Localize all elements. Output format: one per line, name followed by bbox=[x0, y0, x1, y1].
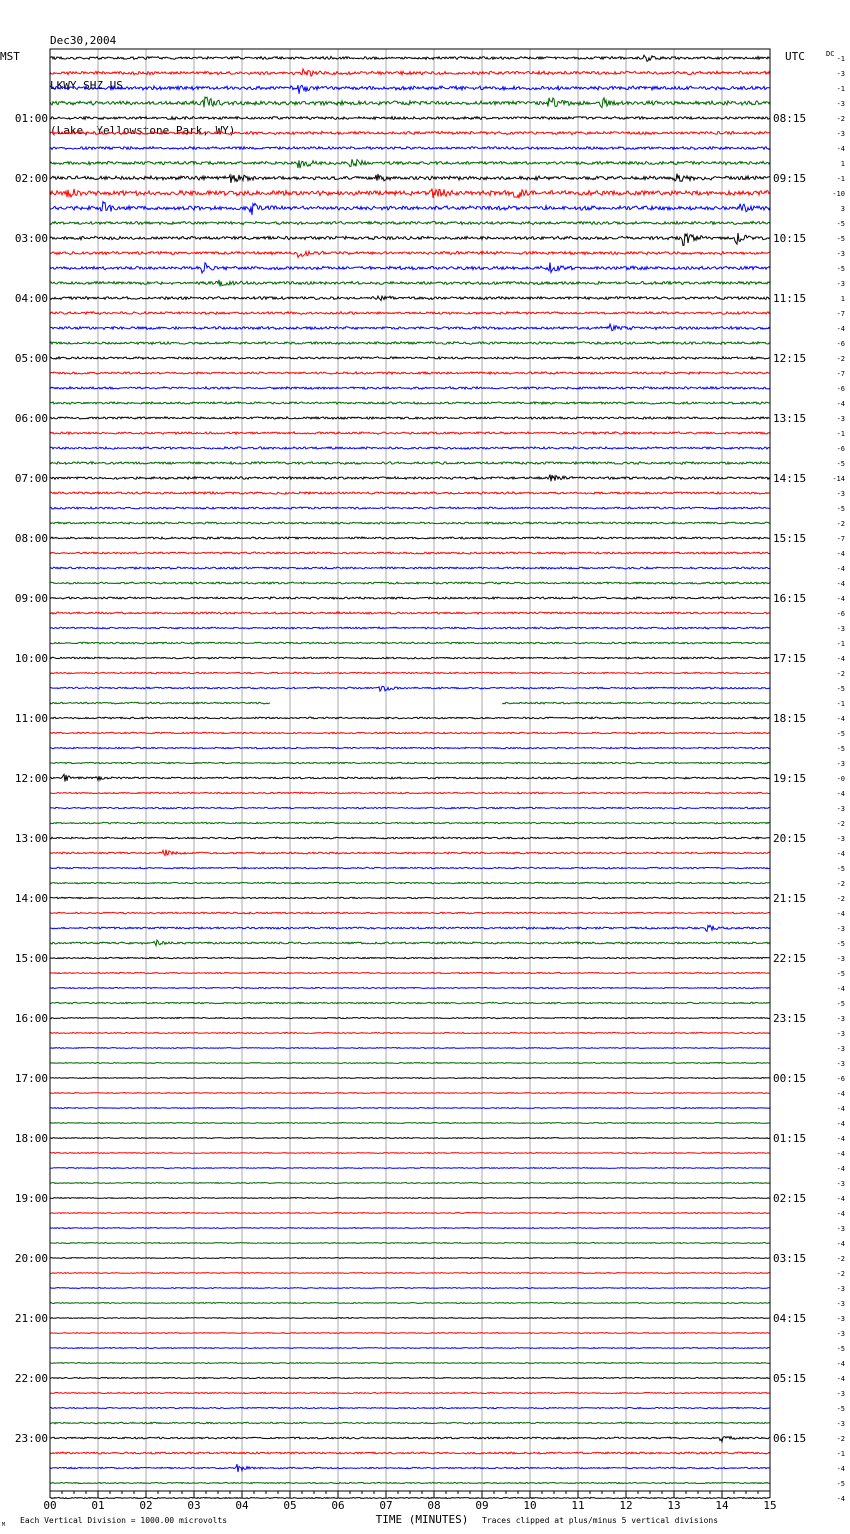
x-tick-label: 06 bbox=[331, 1499, 345, 1512]
dc-offset-value: -4 bbox=[836, 145, 845, 153]
dc-offset-value: -5 bbox=[836, 220, 845, 228]
left-hour-label: 18:00 bbox=[14, 1132, 48, 1145]
seismogram-trace bbox=[50, 1168, 770, 1169]
dc-offset-value: -2 bbox=[836, 820, 845, 828]
seismogram-traces bbox=[50, 55, 770, 1499]
left-hour-label: 09:00 bbox=[14, 592, 48, 605]
seismogram-trace bbox=[50, 1183, 770, 1184]
dc-offset-value: -3 bbox=[836, 130, 845, 138]
seismogram-trace bbox=[50, 597, 770, 599]
dc-offset-value: -1 bbox=[836, 1450, 845, 1458]
dc-offset-value: -3 bbox=[836, 835, 845, 843]
right-hour-label: 00:15 bbox=[773, 1072, 807, 1085]
dc-offset-value: -4 bbox=[836, 790, 845, 798]
dc-offset-value: -5 bbox=[836, 970, 845, 978]
dc-offset-value: -4 bbox=[836, 1240, 845, 1248]
dc-offset-value: -4 bbox=[836, 655, 845, 663]
clipping-note: Traces clipped at plus/minus 5 vertical divisions bbox=[482, 1516, 719, 1525]
seismogram-trace bbox=[50, 1437, 770, 1442]
seismogram-trace bbox=[50, 312, 770, 315]
dc-offset-value: -3 bbox=[836, 955, 845, 963]
seismogram-trace bbox=[50, 85, 770, 94]
station-location: (Lake, Yellowstone Park, WY) bbox=[50, 124, 236, 137]
x-tick-label: 01 bbox=[91, 1499, 105, 1512]
dc-offset-value: -4 bbox=[836, 1495, 845, 1503]
dc-offset-value: -5 bbox=[836, 865, 845, 873]
left-hour-label: 11:00 bbox=[14, 712, 48, 725]
right-hour-label: 16:15 bbox=[773, 592, 807, 605]
right-hour-label: 18:15 bbox=[773, 712, 807, 725]
station-code: LKWY SHZ US bbox=[50, 79, 123, 92]
x-tick-label: 12 bbox=[619, 1499, 633, 1512]
x-tick-label: 04 bbox=[235, 1499, 249, 1512]
dc-offset-value: -5 bbox=[836, 1000, 845, 1008]
dc-offset-value: -6 bbox=[836, 445, 845, 453]
dc-offset-value: 1 bbox=[840, 160, 845, 168]
seismogram-trace bbox=[50, 657, 770, 659]
dc-offset-value: -2 bbox=[836, 1270, 845, 1278]
seismogram-trace bbox=[50, 686, 770, 691]
dc-offset-value: -0 bbox=[836, 775, 845, 783]
left-hour-label: 16:00 bbox=[14, 1012, 48, 1025]
seismogram-trace bbox=[50, 1078, 770, 1079]
dc-offset-value: -4 bbox=[836, 580, 845, 588]
minute-gridlines bbox=[98, 49, 722, 1491]
seismogram-trace bbox=[50, 1348, 770, 1349]
seismogram-trace bbox=[50, 296, 770, 301]
dc-offset-value: -2 bbox=[836, 355, 845, 363]
seismogram-trace bbox=[50, 1363, 770, 1364]
dc-offset-value: -6 bbox=[836, 385, 845, 393]
dc-offset-value: -4 bbox=[836, 1090, 845, 1098]
seismogram-trace bbox=[50, 117, 770, 120]
dc-offset-value: -1 bbox=[836, 175, 845, 183]
utc-time-zone-label: UTC bbox=[785, 50, 805, 63]
dc-offset-value: -7 bbox=[836, 310, 845, 318]
seismogram-trace bbox=[50, 702, 770, 704]
seismogram-trace bbox=[50, 417, 770, 419]
left-hour-label: 21:00 bbox=[14, 1312, 48, 1325]
left-hour-label: 19:00 bbox=[14, 1192, 48, 1205]
dc-offset-value: -5 bbox=[836, 940, 845, 948]
seismogram-trace bbox=[50, 159, 770, 168]
seismogram-trace bbox=[50, 940, 770, 946]
seismogram-trace bbox=[50, 850, 770, 856]
dc-offset-value: -14 bbox=[832, 475, 845, 483]
vertical-division-note: Each Vertical Division = 1000.00 microvolts bbox=[20, 1516, 228, 1525]
seismogram-trace bbox=[50, 233, 770, 246]
dc-offset-value: -7 bbox=[836, 535, 845, 543]
seismogram-trace bbox=[50, 462, 770, 465]
seismogram-trace bbox=[50, 762, 770, 764]
seismogram-trace bbox=[50, 1377, 770, 1378]
dc-offset-value: -10 bbox=[832, 190, 845, 198]
dc-offset-value: -4 bbox=[836, 850, 845, 858]
x-tick-label: 09 bbox=[475, 1499, 489, 1512]
plot-date: Dec30,2004 bbox=[50, 34, 117, 47]
x-tick-label: 08 bbox=[427, 1499, 441, 1512]
dc-offset-value: -4 bbox=[836, 550, 845, 558]
seismogram-trace bbox=[50, 1482, 770, 1483]
left-hour-label: 22:00 bbox=[14, 1372, 48, 1385]
seismogram-trace bbox=[50, 1138, 770, 1139]
dc-offset-value: -4 bbox=[836, 1165, 845, 1173]
left-hour-label: 23:00 bbox=[14, 1432, 48, 1445]
dc-offset-value: -2 bbox=[836, 895, 845, 903]
dc-offset-value: -5 bbox=[836, 1405, 845, 1413]
dc-offset-value: -2 bbox=[836, 520, 845, 528]
dc-offset-value: -3 bbox=[836, 70, 845, 78]
x-tick-label: 03 bbox=[187, 1499, 201, 1512]
seismogram-trace bbox=[50, 1497, 770, 1498]
seismogram-trace bbox=[50, 97, 770, 108]
dc-offset-value: -6 bbox=[836, 340, 845, 348]
dc-offset-value: -3 bbox=[836, 1030, 845, 1038]
right-hour-label: 02:15 bbox=[773, 1192, 807, 1205]
dc-offset-value: -3 bbox=[836, 1060, 845, 1068]
dc-offset-value: 3 bbox=[840, 205, 845, 213]
dc-offset-value: -3 bbox=[836, 415, 845, 423]
left-hour-label: 03:00 bbox=[14, 232, 48, 245]
seismogram-trace bbox=[50, 492, 770, 494]
seismogram-trace bbox=[50, 522, 770, 524]
seismogram-trace bbox=[50, 357, 770, 359]
dc-offset-value: -3 bbox=[836, 250, 845, 258]
dc-offset-value: -3 bbox=[836, 1225, 845, 1233]
dc-offset-value: -3 bbox=[836, 1300, 845, 1308]
seismogram-trace bbox=[50, 1464, 770, 1472]
dc-offset-value: -2 bbox=[836, 670, 845, 678]
seismogram-trace bbox=[50, 174, 770, 183]
right-hour-label: 14:15 bbox=[773, 472, 807, 485]
dc-offset-value: -4 bbox=[836, 1360, 845, 1368]
dc-offset-value: -5 bbox=[836, 1345, 845, 1353]
seismogram-trace bbox=[50, 280, 770, 287]
seismogram-trace bbox=[50, 1032, 770, 1033]
seismogram-trace bbox=[50, 717, 770, 719]
left-hour-label: 13:00 bbox=[14, 832, 48, 845]
dc-offset-value: -7 bbox=[836, 370, 845, 378]
seismogram-trace bbox=[50, 1047, 770, 1048]
seismogram-trace bbox=[50, 1422, 770, 1424]
dc-offset-column bbox=[826, 50, 845, 1503]
right-hour-label: 11:15 bbox=[773, 292, 807, 305]
seismogram-trace bbox=[50, 552, 770, 554]
dc-offset-value: -3 bbox=[836, 490, 845, 498]
time-axis bbox=[43, 1491, 776, 1512]
left-hour-label: 01:00 bbox=[14, 112, 48, 125]
dc-offset-value: -4 bbox=[836, 1120, 845, 1128]
seismogram-trace bbox=[50, 432, 770, 435]
seismogram-trace bbox=[50, 221, 770, 224]
dc-offset-value: -6 bbox=[836, 1075, 845, 1083]
seismogram-trace bbox=[50, 55, 770, 61]
seismogram-trace bbox=[50, 897, 770, 899]
right-hour-label: 09:15 bbox=[773, 172, 807, 185]
x-tick-label: 15 bbox=[763, 1499, 777, 1512]
seismogram-trace bbox=[50, 747, 770, 749]
seismogram-trace bbox=[50, 1063, 770, 1064]
seismogram-trace bbox=[50, 69, 770, 76]
dc-offset-value: -2 bbox=[836, 115, 845, 123]
seismogram-trace bbox=[50, 627, 770, 629]
dc-offset-value: -5 bbox=[836, 460, 845, 468]
dc-offset-value: -5 bbox=[836, 685, 845, 693]
seismogram-trace bbox=[50, 251, 770, 257]
seismogram-trace bbox=[50, 147, 770, 150]
seismogram-trace bbox=[50, 1258, 770, 1259]
seismogram-trace bbox=[50, 1392, 770, 1393]
seismogram-trace bbox=[50, 1407, 770, 1408]
dc-offset-value: -4 bbox=[836, 715, 845, 723]
dc-offset-value: -3 bbox=[836, 1285, 845, 1293]
dc-offset-value: -4 bbox=[836, 1195, 845, 1203]
seismogram-trace bbox=[50, 131, 770, 134]
corner-mark: M bbox=[2, 1522, 6, 1528]
left-hour-label: 04:00 bbox=[14, 292, 48, 305]
right-hour-label: 23:15 bbox=[773, 1012, 807, 1025]
dc-offset-value: -5 bbox=[836, 505, 845, 513]
dc-offset-value: -4 bbox=[836, 910, 845, 918]
seismogram-trace bbox=[50, 882, 770, 884]
dc-offset-value: -4 bbox=[836, 1375, 845, 1383]
dc-offset-value: -5 bbox=[836, 265, 845, 273]
seismogram-trace bbox=[50, 537, 770, 539]
seismogram-trace bbox=[50, 612, 770, 614]
right-hour-label: 01:15 bbox=[773, 1132, 807, 1145]
right-hour-label: 13:15 bbox=[773, 412, 807, 425]
local-time-zone-label: MST bbox=[0, 50, 20, 63]
dc-offset-value: -5 bbox=[836, 730, 845, 738]
right-hour-label: 10:15 bbox=[773, 232, 807, 245]
left-hour-label: 14:00 bbox=[14, 892, 48, 905]
seismogram-trace bbox=[50, 642, 770, 644]
left-hour-label: 08:00 bbox=[14, 532, 48, 545]
seismogram-trace bbox=[50, 987, 770, 988]
right-hour-label: 08:15 bbox=[773, 112, 807, 125]
x-tick-label: 13 bbox=[667, 1499, 681, 1512]
dc-offset-value: -1 bbox=[836, 640, 845, 648]
dc-offset-value: -1 bbox=[836, 430, 845, 438]
seismogram-trace bbox=[50, 925, 770, 931]
x-tick-label: 10 bbox=[523, 1499, 537, 1512]
left-hour-label: 20:00 bbox=[14, 1252, 48, 1265]
seismogram-trace bbox=[50, 1017, 770, 1018]
seismogram-trace bbox=[50, 1333, 770, 1334]
seismogram-trace bbox=[50, 972, 770, 973]
dc-offset-value: -1 bbox=[836, 85, 845, 93]
dc-offset-value: -4 bbox=[836, 1465, 845, 1473]
x-tick-label: 14 bbox=[715, 1499, 729, 1512]
seismogram-trace bbox=[50, 1198, 770, 1199]
dc-offset-value: -4 bbox=[836, 565, 845, 573]
seismogram-trace bbox=[50, 402, 770, 404]
dc-offset-value: -3 bbox=[836, 760, 845, 768]
dc-offset-value: -3 bbox=[836, 1330, 845, 1338]
right-hour-label: 17:15 bbox=[773, 652, 807, 665]
right-hour-label: 05:15 bbox=[773, 1372, 807, 1385]
seismogram-trace bbox=[50, 912, 770, 914]
seismogram-trace bbox=[50, 732, 770, 734]
right-hour-label: 03:15 bbox=[773, 1252, 807, 1265]
seismogram-trace bbox=[50, 1452, 770, 1454]
left-hour-label: 02:00 bbox=[14, 172, 48, 185]
dc-offset-value: -4 bbox=[836, 1135, 845, 1143]
left-hour-label: 07:00 bbox=[14, 472, 48, 485]
right-hour-label: 21:15 bbox=[773, 892, 807, 905]
x-tick-label: 02 bbox=[139, 1499, 153, 1512]
dc-offset-value: -3 bbox=[836, 925, 845, 933]
seismogram-trace bbox=[50, 807, 770, 809]
dc-offset-value: -2 bbox=[836, 1255, 845, 1263]
dc-offset-header: DC bbox=[826, 50, 835, 58]
right-hour-label: 19:15 bbox=[773, 772, 807, 785]
seismogram-trace bbox=[50, 822, 770, 824]
seismogram-trace bbox=[50, 507, 770, 509]
x-tick-label: 07 bbox=[379, 1499, 393, 1512]
left-hour-label: 17:00 bbox=[14, 1072, 48, 1085]
x-axis-title: TIME (MINUTES) bbox=[375, 1513, 469, 1526]
seismogram-trace bbox=[50, 1122, 770, 1123]
dc-offset-value: -5 bbox=[836, 235, 845, 243]
left-hour-label: 06:00 bbox=[14, 412, 48, 425]
plot-frame bbox=[50, 49, 770, 1491]
right-hour-label: 20:15 bbox=[773, 832, 807, 845]
dc-offset-value: -3 bbox=[836, 1420, 845, 1428]
dc-offset-value: -4 bbox=[836, 1210, 845, 1218]
seismogram-trace bbox=[50, 792, 770, 794]
seismogram-trace bbox=[50, 774, 770, 781]
x-tick-label: 00 bbox=[43, 1499, 57, 1512]
dc-offset-value: -2 bbox=[836, 1435, 845, 1443]
seismogram-trace bbox=[50, 1288, 770, 1289]
left-hour-label: 12:00 bbox=[14, 772, 48, 785]
seismogram-trace bbox=[50, 189, 770, 199]
seismogram-trace bbox=[50, 202, 770, 216]
dc-offset-value: -3 bbox=[836, 1180, 845, 1188]
seismogram-trace bbox=[50, 957, 770, 959]
dc-offset-value: -1 bbox=[836, 700, 845, 708]
dc-offset-value: -3 bbox=[836, 100, 845, 108]
left-hour-label: 15:00 bbox=[14, 952, 48, 965]
seismogram-trace bbox=[50, 672, 770, 674]
seismogram-trace bbox=[50, 342, 770, 345]
seismogram-trace bbox=[50, 387, 770, 389]
seismogram-trace bbox=[50, 1002, 770, 1004]
left-hour-label: 05:00 bbox=[14, 352, 48, 365]
dc-offset-value: -3 bbox=[836, 625, 845, 633]
dc-offset-value: -3 bbox=[836, 1315, 845, 1323]
seismogram-trace bbox=[50, 1273, 770, 1274]
seismogram-trace bbox=[50, 447, 770, 449]
seismogram-trace bbox=[50, 262, 770, 273]
seismogram-trace bbox=[50, 1153, 770, 1154]
dc-offset-value: -3 bbox=[836, 805, 845, 813]
dc-offset-value: -1 bbox=[836, 55, 845, 63]
dc-offset-value: -4 bbox=[836, 1105, 845, 1113]
left-hour-label: 10:00 bbox=[14, 652, 48, 665]
dc-offset-value: 1 bbox=[840, 295, 845, 303]
dc-offset-value: -5 bbox=[836, 745, 845, 753]
x-tick-label: 05 bbox=[283, 1499, 297, 1512]
seismogram-trace bbox=[50, 837, 770, 839]
dc-offset-value: -2 bbox=[836, 880, 845, 888]
seismogram-trace bbox=[50, 1318, 770, 1319]
x-tick-label: 11 bbox=[571, 1499, 585, 1512]
dc-offset-value: -4 bbox=[836, 1150, 845, 1158]
seismogram-trace bbox=[50, 475, 770, 482]
dc-offset-value: -4 bbox=[836, 985, 845, 993]
seismogram-trace bbox=[50, 1093, 770, 1094]
seismogram-trace bbox=[50, 582, 770, 584]
seismogram-trace bbox=[50, 1228, 770, 1229]
right-hour-label: 15:15 bbox=[773, 532, 807, 545]
seismogram-trace bbox=[50, 867, 770, 869]
right-hour-label: 22:15 bbox=[773, 952, 807, 965]
dc-offset-value: -3 bbox=[836, 1015, 845, 1023]
dc-offset-value: -3 bbox=[836, 280, 845, 288]
dc-offset-value: -5 bbox=[836, 1480, 845, 1488]
seismogram-trace bbox=[50, 1108, 770, 1109]
seismogram-trace bbox=[50, 324, 770, 331]
dc-offset-value: -4 bbox=[836, 325, 845, 333]
dc-offset-value: -3 bbox=[836, 1390, 845, 1398]
dc-offset-value: -3 bbox=[836, 1045, 845, 1053]
right-hour-label: 06:15 bbox=[773, 1432, 807, 1445]
seismogram-trace bbox=[50, 372, 770, 374]
seismogram-trace bbox=[50, 1243, 770, 1244]
dc-offset-value: -4 bbox=[836, 595, 845, 603]
seismogram-trace bbox=[50, 1213, 770, 1214]
right-hour-label: 12:15 bbox=[773, 352, 807, 365]
dc-offset-value: -4 bbox=[836, 400, 845, 408]
seismogram-trace bbox=[50, 567, 770, 569]
dc-offset-value: -6 bbox=[836, 610, 845, 618]
right-hour-label: 04:15 bbox=[773, 1312, 807, 1325]
seismogram-trace bbox=[50, 1303, 770, 1304]
